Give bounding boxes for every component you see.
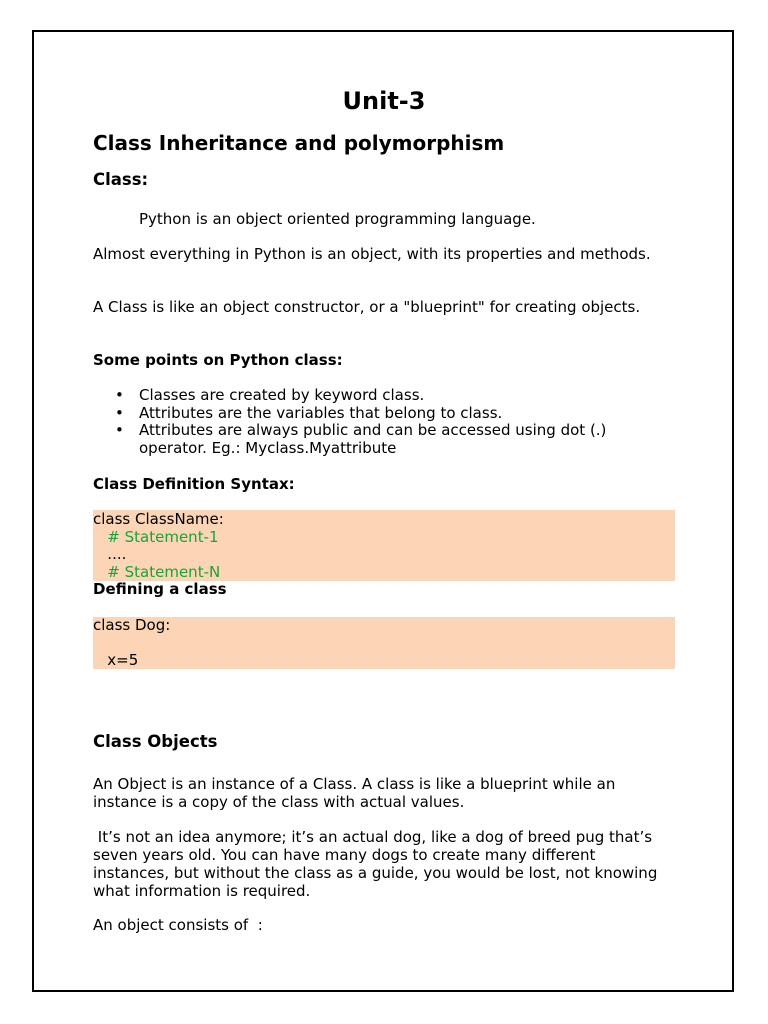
object-consists-paragraph: An object consists of : <box>93 916 263 934</box>
syntax-heading: Class Definition Syntax: <box>93 475 295 493</box>
paragraph-blueprint: A Class is like an object constructor, or a "blueprint" for creating objects. <box>93 298 641 316</box>
define-code-block <box>93 617 675 669</box>
objects-paragraph: An Object is an instance of a Class. A class is like a blueprint while an instance is a copy of the class with actual values. <box>93 775 616 811</box>
list-item: • Classes are created by keyword class. <box>115 386 425 404</box>
code-line: class Dog: <box>93 616 171 634</box>
code-line <box>93 635 675 653</box>
list-item: • Attributes are always public and can be accessed using dot (.) operator. Eg.: Myclass.Myattribute <box>115 421 607 457</box>
objects-heading: Class Objects <box>93 732 218 751</box>
code-comment: # Statement-1 <box>93 527 219 546</box>
intro-paragraph: Python is an object oriented programming language. <box>139 210 536 228</box>
defining-heading: Defining a class <box>93 580 227 598</box>
code-line: .... <box>93 545 127 563</box>
syntax-code-block <box>93 510 675 581</box>
section-heading: Class Inheritance and polymorphism <box>93 131 505 155</box>
paragraph-objects: Almost everything in Python is an object, with its properties and methods. <box>93 245 651 263</box>
page-title: Unit-3 <box>342 87 426 115</box>
code-comment: # Statement-N <box>93 562 221 581</box>
points-list <box>93 387 675 457</box>
bullet-icon: • <box>115 386 124 404</box>
bullet-icon: • <box>115 403 124 422</box>
code-line: x=5 <box>93 651 139 669</box>
class-heading: Class: <box>93 170 149 189</box>
code-line: class ClassName: <box>93 510 224 528</box>
bullet-icon: • <box>115 421 124 439</box>
dog-paragraph: It’s not an idea anymore; it’s an actual dog, like a dog of breed pug that’s seven years old. You can have many dogs to create many different instances, but without the class as a guide, you would be lost, not knowing what information is required. <box>93 828 663 900</box>
points-heading: Some points on Python class: <box>93 351 343 369</box>
list-item: • Attributes are the variables that belong to class. <box>115 403 503 422</box>
